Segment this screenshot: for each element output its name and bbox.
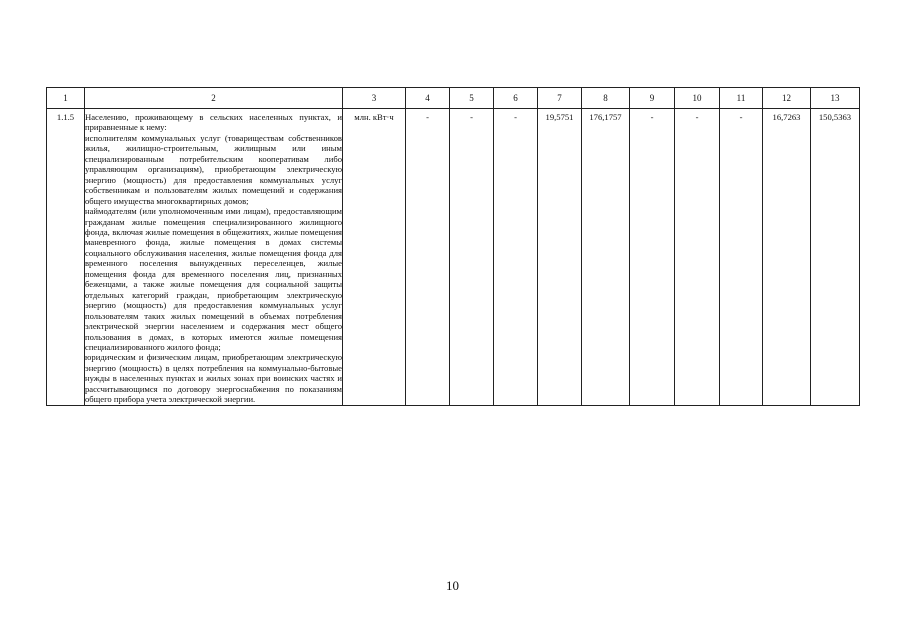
value-cell: - <box>494 109 538 406</box>
header-cell: 9 <box>630 88 675 109</box>
header-cell: 4 <box>406 88 450 109</box>
value-cell: - <box>720 109 763 406</box>
header-cell: 1 <box>47 88 85 109</box>
value-cell: - <box>675 109 720 406</box>
header-cell: 11 <box>720 88 763 109</box>
description-paragraph: юридическим и физическим лицам, приобретающим электрическую энергию (мощность) в целях потребления на коммунально-бытовые нужды в населенных пунктах и жилых зонах при воинских частях и рассчитывающимся по договору энергоснабжения по показаниям общего прибора учета электрической энергии. <box>85 352 342 405</box>
row-number: 1.1.5 <box>47 109 85 406</box>
header-cell: 6 <box>494 88 538 109</box>
header-row <box>47 88 860 109</box>
description-paragraph: исполнителям коммунальных услуг (товариществам собственников жилья, жилищно-строительным, жилищным или иным специализированным потребительским кооперативам либо управляющим организациям), приобретающим электрическую энергию (мощность) для предоставления коммунальных услуг собственникам и пользователям жилых помещений и содержания общего имущества многоквартирных домов; <box>85 132 342 206</box>
description-paragraph: наймодателям (или уполномоченным ими лицам), предоставляющим гражданам жилые помещения специализированного жилищного фонда, включая жилые помещения в общежитиях, жилые помещения маневренного фонда, жилые помещения в домах системы социального обслуживания населения, жилые помещения фонда для временного поселения вынужденных переселенцев, жилые помещения фонда для временного поселения лиц, признанных беженцами, а также жилые помещения для социальной защиты отдельных категорий граждан, приобретающим электрическую энергию (мощность) для предоставления коммунальных услуг пользователям таких жилых помещений в объемах потребления электрической энергии населением и содержания мест общего пользования в домах, в которых имеются жилые помещения специализированного жилого фонда; <box>85 206 342 352</box>
value-cell: - <box>406 109 450 406</box>
page-number: 10 <box>446 578 459 593</box>
value-cell: - <box>630 109 675 406</box>
table-row <box>47 109 860 406</box>
header-cell: 10 <box>675 88 720 109</box>
value-cell: 19,5751 <box>538 109 582 406</box>
row-description <box>85 109 343 406</box>
value-cell: 176,1757 <box>582 109 630 406</box>
header-cell: 2 <box>85 88 343 109</box>
unit-cell: млн. кВт·ч <box>343 109 406 406</box>
header-cell: 5 <box>450 88 494 109</box>
header-cell: 3 <box>343 88 406 109</box>
header-cell: 13 <box>811 88 860 109</box>
data-table <box>46 87 860 406</box>
value-cell: 150,5363 <box>811 109 860 406</box>
description-paragraph: Населению, проживающему в сельских населенных пунктах, и приравненные к нему: <box>85 112 342 133</box>
value-cell: 16,7263 <box>763 109 811 406</box>
header-cell: 12 <box>763 88 811 109</box>
header-cell: 8 <box>582 88 630 109</box>
header-cell: 7 <box>538 88 582 109</box>
value-cell: - <box>450 109 494 406</box>
